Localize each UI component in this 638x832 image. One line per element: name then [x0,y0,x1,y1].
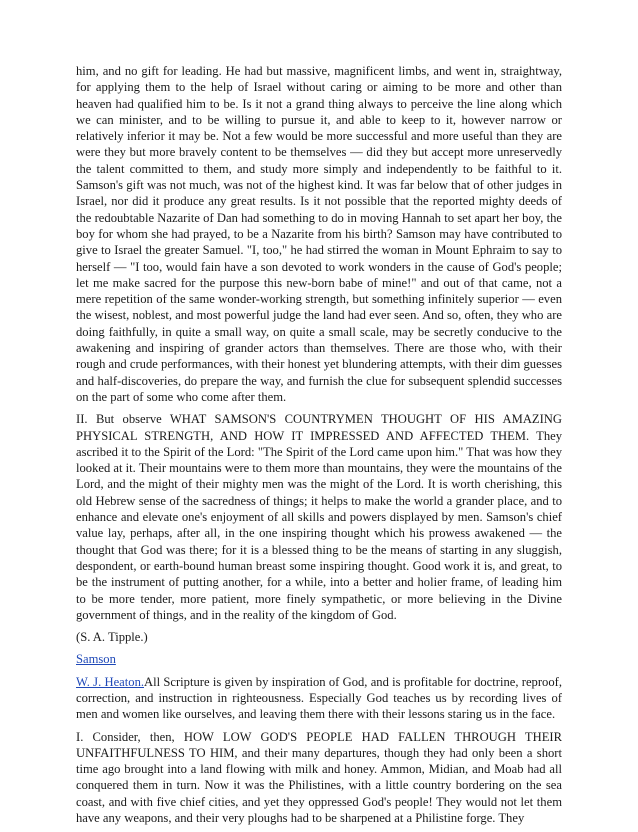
heaton-intro-text: All Scripture is given by inspiration of God, and is profitable for doctrine, reproof, correction, and instruction in righteousness. Especially God teaches us by recording lives of men and women like ourselves, and leaving them there with their lessons staring us in the face. [76,674,562,722]
samson-link[interactable]: Samson [76,652,116,667]
paragraph-heaton [76,674,562,723]
author-attribution: (S. A. Tipple.) [76,630,148,645]
paragraph-samson-gift: him, and no gift for leading. He had but massive, magnificent limbs, and went in, straightway, for applying them to the help of Israel without caring or aiming to be more and other than heaven had qualified him to be. Is it not a grand thing always to perceive the line along which we can minister, and to be willing to pursue it, and able to keep to it, however narrow or relatively inferior it may be. Not a few would be more successful and more useful than they are were they but more bravely content to be themselves — did they but accept more unreservedly the talent committed to them, and study more simply and independently to be faithful to it. Samson's gift was not much, was not of the highest kind. It was far below that of other judges in Israel, nor did it produce any great results. Is it not possible that the reported mighty deeds of the redoubtable Nazarite of Dan had something to do in moving Hannah to set apart her boy, the boy for whom she had prayed, to be a Nazarite from his birth? Samson may have contributed to give to Israel the greater Samuel. "I, too," he had stirred the woman in Mount Ephraim to say to herself — "I too, would fain have a son devoted to work wonders in the cause of God's people; let me make sacred for the purpose this new-born babe of mine!" and out of that came, not a mere repetition of the same wonder-working strength, but something infinitely superior — even the wisest, noblest, and most powerful judge the land had ever seen. And so, often, they who are doing faithfully, in quite a small way, on quite a small scale, may be secretly conducive to the awakening and inspiring of grander actors than themselves. There are those who, with their rough and crude performances, with their honest yet blundering attempts, with their dim guesses and half-discoveries, do prepare the way, and furnish the clue for subsequent splendid successes on the part of some who come after them. [76,64,562,404]
section-link-paragraph [76,651,562,667]
heaton-author-link[interactable]: W. J. Heaton. [76,674,145,689]
paragraph-low-fallen: I. Consider, then, HOW LOW GOD'S PEOPLE HAD FALLEN THROUGH THEIR UNFAITHFULNESS TO HIM, and their many departures, though they had only been a short time ago brought into a land flowing with milk and honey. Ammon, Midian, and Moab had all conquered them in turn. Now it was the Philistines, with a little country bordering on the sea coast, and with five chief cities, and yet they oppressed God's people! They would not let them have any weapons, and their very ploughs had to be sharpened at a Philistine forge. They [76,729,562,826]
paragraph-countrymen-thought: II. But observe WHAT SAMSON'S COUNTRYMEN THOUGHT OF HIS AMAZING PHYSICAL STRENGTH, AND HOW IT IMPRESSED AND AFFECTED THEM. They ascribed it to the Spirit of the Lord: "The Spirit of the Lord came upon him." That was how they looked at it. Their mountains were to them more than mountains, they were the mountains of the Lord, and the might of their mighty men was the might of the Lord. It is worth cherishing, this old Hebrew sense of the sacredness of things; it helps to make the world a grander place, and to enhance and elevate one's enjoyment of all skills and powers displayed by men. Samson's chief value lay, perhaps, after all, in the one inspiring thought which his prowess awakened — the thought that God was there; for it is a blessed thing to be the means of starting in any sluggish, despondent, or earth-bound human breast some inspiring thought. Good work it is, and great, to be the instrument of putting another, for a while, into a better and holier frame, of leading him to be more tender, more patient, more finely sympathetic, or more believing in the Divine government of things, and in the reality of the kingdom of God. [76,412,562,622]
document-body [76,63,562,832]
